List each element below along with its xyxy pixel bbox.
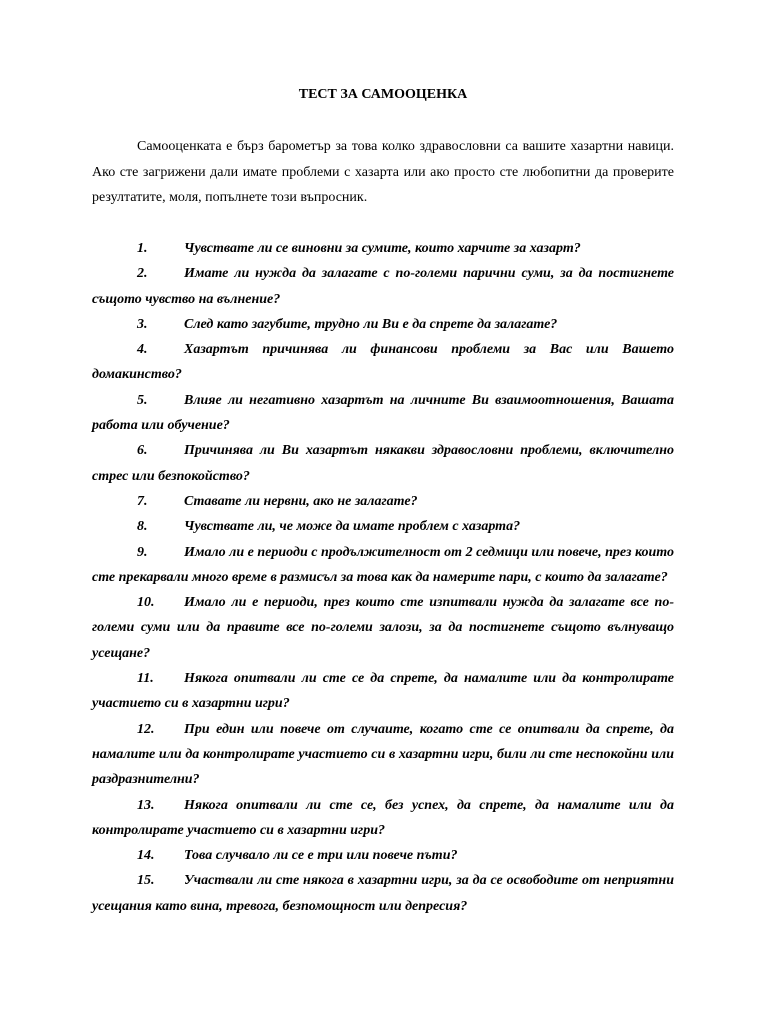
question-item — [92, 438, 674, 489]
question-number: 9. — [137, 544, 148, 560]
question-text: След като загубите, трудно ли Ви е да спрете да залагате? — [184, 316, 558, 332]
question-item — [92, 489, 674, 514]
question-text: Причинява ли Ви хазартът някакви здравословни проблеми, включително стрес или безпокойство? — [92, 443, 674, 484]
question-text: Някога опитвали ли сте се, без успех, да спрете, да намалите или да контролирате участието си в хазартни игри? — [92, 797, 674, 838]
question-number: 11. — [137, 671, 154, 687]
question-number: 15. — [137, 873, 155, 889]
question-text: Имате ли нужда да залагате с по-големи парични суми, за да постигнете същото чувство на вълнение? — [92, 266, 674, 307]
question-number: 10. — [137, 595, 155, 611]
question-item — [92, 337, 674, 388]
question-item — [92, 236, 674, 261]
question-number: 3. — [137, 316, 148, 332]
question-number: 4. — [137, 342, 148, 358]
question-number: 2. — [137, 266, 148, 282]
question-item — [92, 717, 674, 793]
intro-paragraph: Самооценката е бърз барометър за това колко здравословни са вашите хазартни навици. Ако сте загрижени дали имате проблеми с хазарта или ако просто сте любопитни да проверите резултатите, моля, попълнете този въпросник. — [92, 139, 674, 205]
question-item — [92, 261, 674, 312]
document-title: ТЕСТ ЗА САМООЦЕНКА — [298, 87, 468, 102]
question-number: 5. — [137, 392, 148, 408]
question-number: 7. — [137, 493, 148, 509]
question-item — [92, 843, 674, 868]
question-text: Хазартът причинява ли финансови проблеми за Вас или Вашето домакинство? — [92, 342, 674, 383]
question-text: Имало ли е периоди, през които сте изпитвали нужда да залагате все по-големи суми или да правите все по-големи залози, за да постигнете същото вълнуващо усещане? — [92, 595, 674, 661]
question-number: 14. — [137, 848, 155, 864]
question-item — [92, 312, 674, 337]
question-number: 1. — [137, 241, 148, 256]
question-item — [92, 388, 674, 439]
question-text: Ставате ли нервни, ако не залагате? — [184, 493, 418, 509]
question-text: Чувствате ли, че може да имате проблем с хазарта? — [184, 519, 521, 535]
question-item — [92, 793, 674, 844]
question-number: 12. — [137, 721, 155, 737]
question-number: 6. — [137, 443, 148, 459]
question-text: При един или повече от случаите, когато сте се опитвали да спрете, да намалите или да контролирате участието си в хазартни игри, били ли сте неспокойни или раздразнителни? — [92, 721, 674, 788]
question-number: 13. — [137, 797, 155, 813]
question-item — [92, 514, 674, 539]
question-text: Имало ли е периоди с продължителност от 2 седмици или повече, през които сте прекарвали много време в размисъл за това как да намерите пари, с които да залагате? — [92, 544, 674, 585]
question-text: Чувствате ли се виновни за сумите, които харчите за хазарт? — [184, 241, 581, 256]
question-number: 8. — [137, 519, 148, 535]
question-item — [92, 666, 674, 717]
question-text: Някога опитвали ли сте се да спрете, да намалите или да контролирате участието си в хазартни игри? — [92, 671, 674, 712]
question-text: Това случвало ли се е три или повече пъти? — [184, 848, 458, 864]
question-item — [92, 868, 674, 919]
question-text: Влияе ли негативно хазартът на личните Ви взаимоотношения, Вашата работа или обучение? — [92, 392, 674, 434]
question-item — [92, 540, 674, 591]
question-item — [92, 590, 674, 666]
question-text: Участвали ли сте някога в хазартни игри, за да се освободите от неприятни усещания като вина, тревога, безпомощност или депресия? — [92, 873, 674, 914]
question-list — [92, 236, 674, 919]
